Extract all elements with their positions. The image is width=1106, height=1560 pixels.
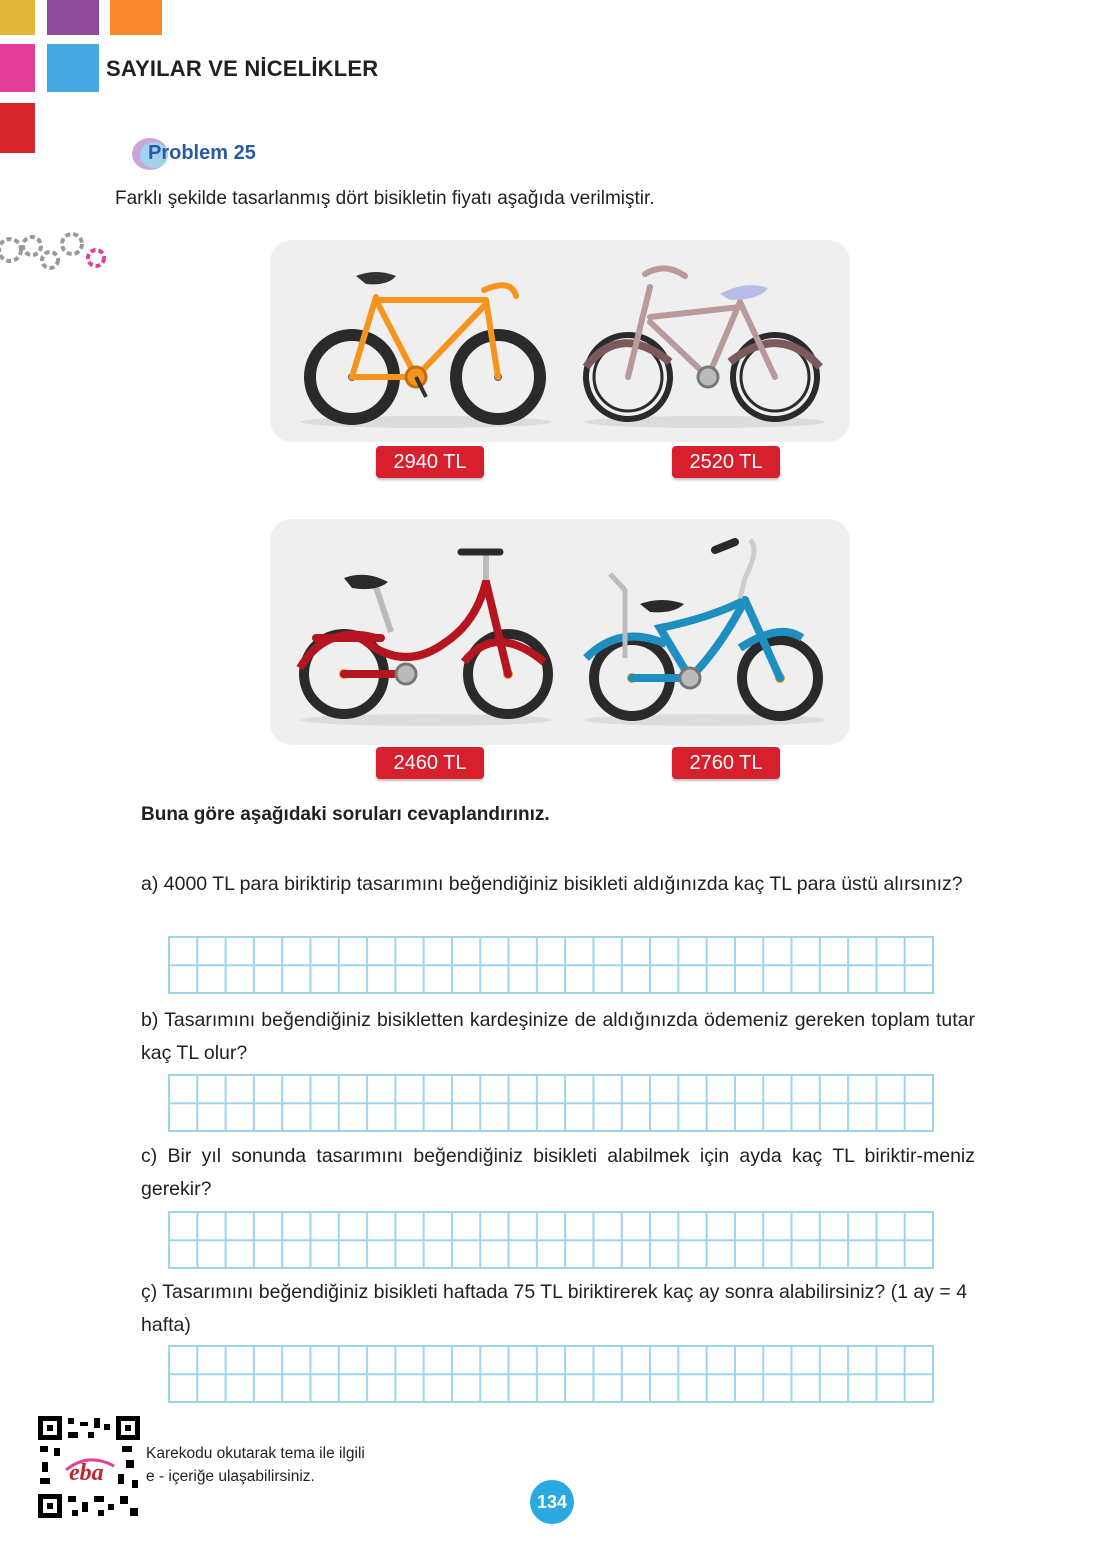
- corner-square-purple: [47, 0, 99, 35]
- orange-bicycle-image: [296, 262, 556, 432]
- price-label-bicycle-1: 2940 TL: [376, 446, 484, 478]
- section-title: SAYILAR VE NİCELİKLER: [106, 56, 379, 81]
- qr-caption-line-1: Karekodu okutarak tema ile ilgili: [146, 1445, 365, 1462]
- question-c: c) Bir yıl sonunda tasarımını beğendiğiniz bisikleti alabilmek için ayda kaç TL biriktir-meniz gerekir?: [141, 1145, 975, 1200]
- answer-grid-a[interactable]: [168, 936, 934, 994]
- instruction-text: Buna göre aşağıdaki soruları cevaplandırınız.: [141, 804, 550, 825]
- intro-text: Farklı şekilde tasarlanmış dört bisikletin fiyatı aşağıda verilmiştir.: [115, 188, 655, 209]
- price-label-bicycle-2: 2520 TL: [672, 446, 780, 478]
- corner-square-pink: [0, 44, 35, 92]
- qr-caption: [146, 1442, 365, 1488]
- qr-code-icon[interactable]: [38, 1416, 140, 1518]
- question-b: b) Tasarımını beğendiğiniz bisikletten kardeşinize de aldığınızda ödemeniz gereken toplam tutar kaç TL olur?: [141, 1009, 975, 1064]
- red-bicycle-image: [296, 542, 556, 728]
- answer-grid-c[interactable]: [168, 1211, 934, 1269]
- price-label-bicycle-3: 2460 TL: [376, 747, 484, 779]
- problem-label: Problem 25: [148, 142, 256, 164]
- qr-caption-line-2: e - içeriğe ulaşabilirsiniz.: [146, 1468, 315, 1485]
- page-number: 134: [530, 1480, 574, 1524]
- price-label-bicycle-4: 2760 TL: [672, 747, 780, 779]
- corner-square-yellow: [0, 0, 35, 35]
- qr-logo-text: eba: [69, 1460, 104, 1486]
- corner-square-blue: [47, 44, 99, 92]
- answer-grid-cedilla[interactable]: [168, 1345, 934, 1403]
- question-a: a) 4000 TL para biriktirip tasarımını beğendiğiniz bisikleti aldığınızda kaç TL para üstü alırsınız?: [141, 873, 963, 895]
- question-cedilla: ç) Tasarımını beğendiğiniz bisikleti haftada 75 TL biriktirerek kaç ay sonra alabilirsiniz? (1 ay = 4 hafta): [141, 1281, 968, 1336]
- corner-square-orange: [110, 0, 162, 35]
- blue-bicycle-image: [580, 538, 830, 728]
- corner-square-red: [0, 103, 35, 153]
- gears-icon: [0, 228, 112, 276]
- answer-grid-b[interactable]: [168, 1074, 934, 1132]
- mauve-bicycle-image: [580, 262, 830, 432]
